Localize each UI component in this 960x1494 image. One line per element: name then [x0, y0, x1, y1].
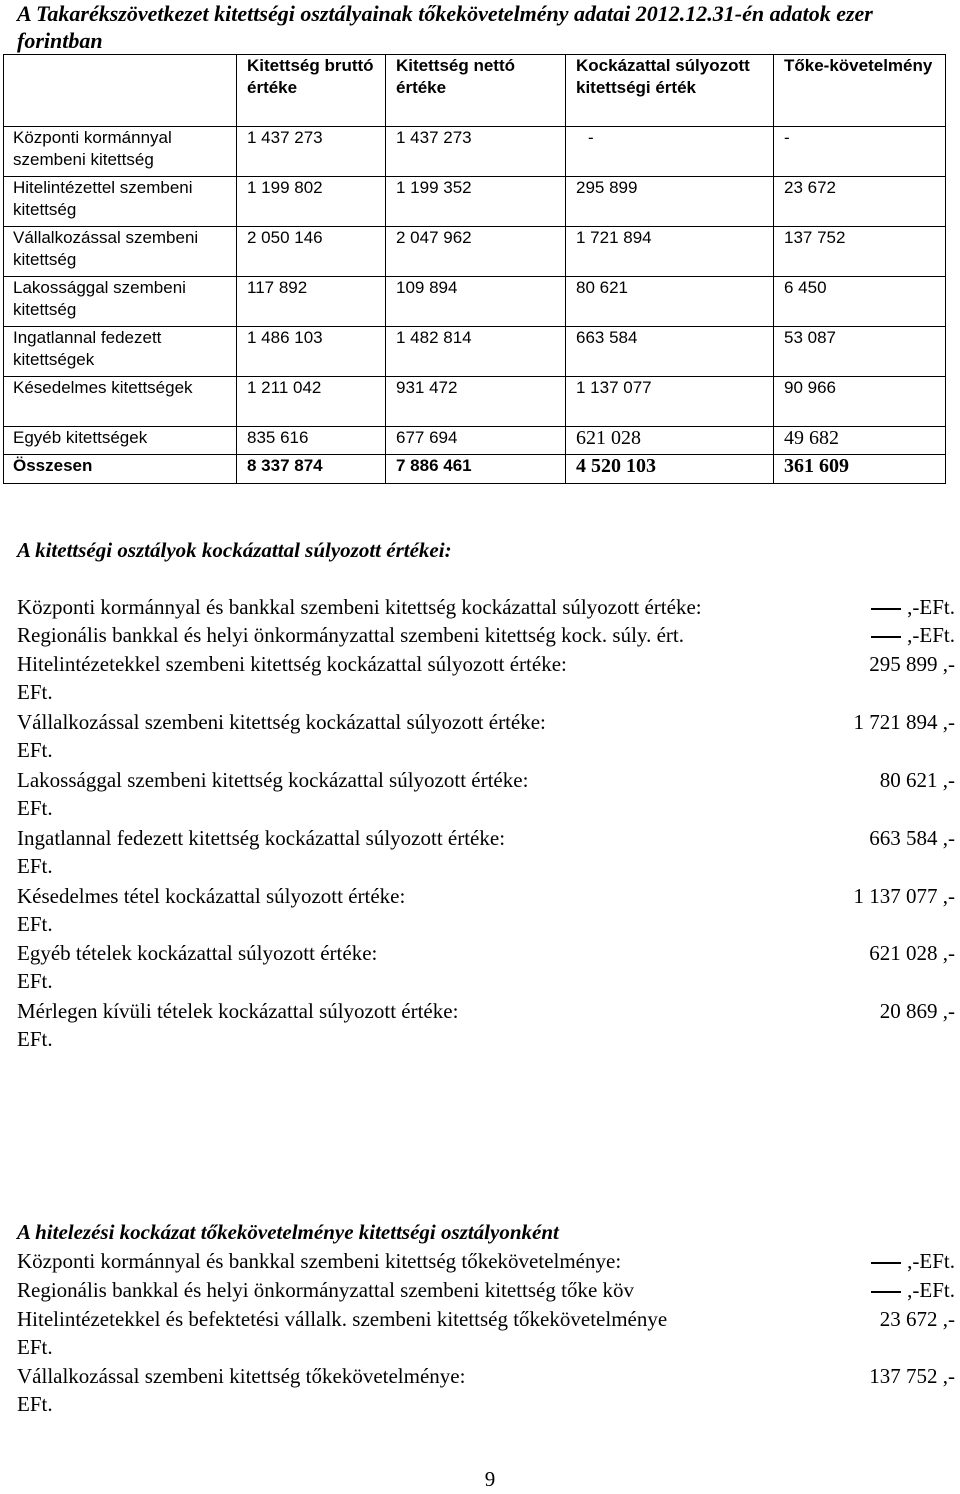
line-label: Ingatlannal fedezett kitettség kockázattal súlyozott értéke:: [17, 826, 506, 850]
rwa-line: [17, 824, 955, 852]
line-value: 663 584 ,-: [869, 826, 955, 850]
capital-cell: 53 087: [774, 327, 946, 377]
gross-cell: 1 199 802: [237, 177, 386, 227]
line-unit: EFt.: [17, 796, 53, 820]
row-label: Ingatlannal fedezett kitettségek: [4, 327, 237, 377]
rwa-cell: 1 721 894: [566, 227, 774, 277]
line-label: Mérlegen kívüli tételek kockázattal súlyozott értéke:: [17, 999, 459, 1023]
header-cell: Kitettség bruttó értéke: [237, 55, 386, 127]
line-unit: EFt.: [17, 969, 53, 993]
line-label: Vállalkozással szembeni kitettség tőkekövetelménye:: [17, 1364, 466, 1388]
gross-cell: 1 486 103: [237, 327, 386, 377]
line-label: Hitelintézetekkel és befektetési vállalk. szembeni kitettség tőkekövetelménye: [17, 1307, 668, 1331]
page-title: A Takarékszövetkezet kitettségi osztályainak tőkekövetelmény adatai 2012.12.31-én adatok ezer forintban: [17, 1, 873, 53]
table-row: [4, 427, 946, 455]
capital-cell: 90 966: [774, 377, 946, 427]
row-label: Egyéb kitettségek: [4, 427, 237, 455]
rwa-cell: 663 584: [566, 327, 774, 377]
capital-cell: 49 682: [774, 427, 946, 455]
row-label: Hitelintézettel szembeni kitettség: [4, 177, 237, 227]
line-unit: EFt.: [17, 854, 53, 878]
net-cell: 1 437 273: [386, 127, 566, 177]
line-label: Regionális bankkal és helyi önkormányzattal szembeni kitettség tőke köv: [17, 1278, 635, 1302]
line-value: 23 672 ,-: [879, 1307, 955, 1331]
dash-mark: [871, 636, 901, 638]
capital-line: [17, 1276, 955, 1304]
line-value: 137 752 ,-: [869, 1364, 955, 1388]
line-label: Központi kormánnyal és bankkal szembeni kitettség tőkekövetelménye:: [17, 1249, 622, 1273]
net-cell: 677 694: [386, 427, 566, 455]
rwa-line: [17, 997, 955, 1025]
line-value: ,-EFt.: [871, 1247, 955, 1275]
header-cell: Kockázattal súlyozott kitettségi érték: [566, 55, 774, 127]
dash-mark: [871, 1262, 901, 1264]
line-label: Központi kormánnyal és bankkal szembeni kitettség kockázattal súlyozott értéke:: [17, 595, 702, 619]
table-row: [4, 327, 946, 377]
page-number: 9: [484, 1467, 496, 1491]
gross-cell: 117 892: [237, 277, 386, 327]
capital-cell: 23 672: [774, 177, 946, 227]
rwa-line: [17, 939, 955, 967]
line-value: 1 721 894 ,-: [853, 710, 955, 734]
line-value: ,-EFt.: [871, 621, 955, 649]
line-label: Egyéb tételek kockázattal súlyozott értéke:: [17, 941, 378, 965]
dash-mark: [871, 608, 901, 610]
header-cell: Tőke-követelmény: [774, 55, 946, 127]
net-cell: 931 472: [386, 377, 566, 427]
line-value: 80 621 ,-: [879, 768, 955, 792]
line-label: Regionális bankkal és helyi önkormányzattal szembeni kitettség kock. súly. ért.: [17, 623, 684, 647]
net-cell: 2 047 962: [386, 227, 566, 277]
net-cell: 109 894: [386, 277, 566, 327]
rwa-line: [17, 621, 955, 649]
capital-line: [17, 1305, 955, 1333]
gross-cell: 1 437 273: [237, 127, 386, 177]
net-cell: 1 482 814: [386, 327, 566, 377]
rwa-line: [17, 593, 955, 621]
capital-cell: -: [774, 127, 946, 177]
gross-cell: 2 050 146: [237, 227, 386, 277]
line-value: ,-EFt.: [871, 593, 955, 621]
row-label: Késedelmes kitettségek: [4, 377, 237, 427]
line-value: 20 869 ,-: [879, 999, 955, 1023]
line-value: 621 028 ,-: [869, 941, 955, 965]
table-row: [4, 177, 946, 227]
rwa-cell: 295 899: [566, 177, 774, 227]
table-row: [4, 227, 946, 277]
gross-cell: 835 616: [237, 427, 386, 455]
line-unit: EFt.: [17, 680, 53, 704]
rwa-cell: 621 028: [566, 427, 774, 455]
line-value: ,-EFt.: [871, 1276, 955, 1304]
rwa-line: [17, 766, 955, 794]
line-value: 1 137 077 ,-: [853, 884, 955, 908]
dash-mark: [871, 1291, 901, 1293]
gross-cell: 1 211 042: [237, 377, 386, 427]
rwa-line: [17, 650, 955, 678]
capital-line: [17, 1362, 955, 1390]
total-net: 7 886 461: [386, 455, 566, 484]
section-heading-rwa: A kitettségi osztályok kockázattal súlyozott értékei:: [17, 538, 452, 562]
rwa-line: [17, 882, 955, 910]
line-unit: EFt.: [17, 1335, 53, 1359]
rwa-cell: 1 137 077: [566, 377, 774, 427]
table-row: [4, 277, 946, 327]
line-label: Hitelintézetekkel szembeni kitettség kockázattal súlyozott értéke:: [17, 652, 567, 676]
exposure-table: [3, 54, 946, 484]
header-cell: [4, 55, 237, 127]
header-cell: Kitettség nettó értéke: [386, 55, 566, 127]
line-unit: EFt.: [17, 1392, 53, 1416]
total-row: [4, 455, 946, 484]
line-value: 295 899 ,-: [869, 652, 955, 676]
total-gross: 8 337 874: [237, 455, 386, 484]
row-label: Vállalkozással szembeni kitettség: [4, 227, 237, 277]
line-unit: EFt.: [17, 1027, 53, 1051]
capital-line: [17, 1247, 955, 1275]
line-unit: EFt.: [17, 912, 53, 936]
total-rwa: 4 520 103: [566, 455, 774, 484]
line-label: Vállalkozással szembeni kitettség kockázattal súlyozott értéke:: [17, 710, 546, 734]
row-label: Lakossággal szembeni kitettség: [4, 277, 237, 327]
line-label: Lakossággal szembeni kitettség kockázattal súlyozott értéke:: [17, 768, 529, 792]
line-label: Késedelmes tétel kockázattal súlyozott értéke:: [17, 884, 406, 908]
table-header-row: [4, 55, 946, 127]
capital-cell: 137 752: [774, 227, 946, 277]
rwa-cell: -: [566, 127, 774, 177]
section-heading-capital: A hitelezési kockázat tőkekövetelménye kitettségi osztályonként: [17, 1220, 559, 1244]
capital-cell: 6 450: [774, 277, 946, 327]
table-row: [4, 127, 946, 177]
row-label: Központi kormánnyal szembeni kitettség: [4, 127, 237, 177]
total-capital: 361 609: [774, 455, 946, 484]
net-cell: 1 199 352: [386, 177, 566, 227]
total-label: Összesen: [4, 455, 237, 484]
line-unit: EFt.: [17, 738, 53, 762]
rwa-cell: 80 621: [566, 277, 774, 327]
rwa-line: [17, 708, 955, 736]
table-row: [4, 377, 946, 427]
